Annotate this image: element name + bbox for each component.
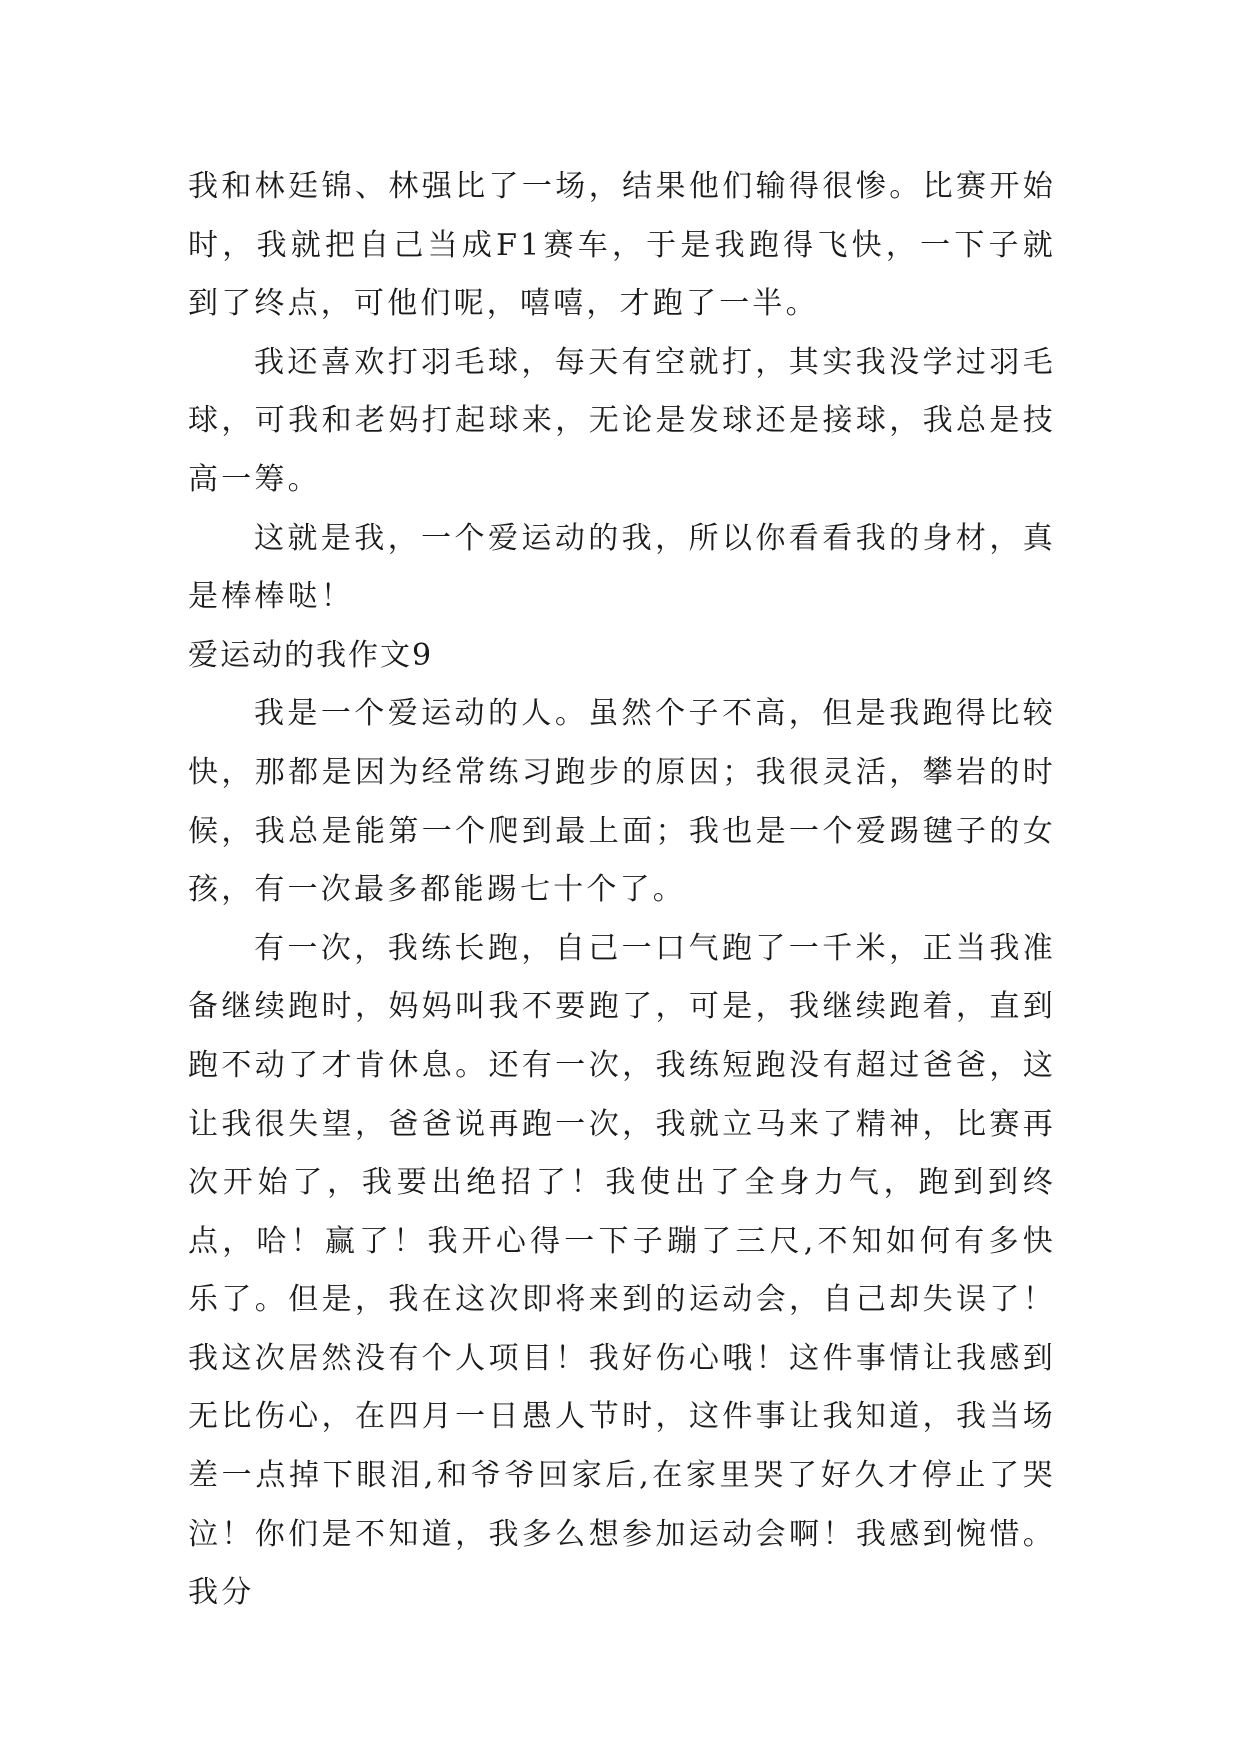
paragraph-2: 我还喜欢打羽毛球，每天有空就打，其实我没学过羽毛球，可我和老妈打起球来，无论是发球还是接球，我总是技高一筹。 <box>188 344 1056 497</box>
paragraph-3: 这就是我，一个爱运动的我，所以你看看我的身材，真是棒棒哒！ <box>188 520 1056 615</box>
paragraph-4: 我是一个爱运动的人。虽然个子不高，但是我跑得比较快，那都是因为经常练习跑步的原因；我很灵活，攀岩的时候，我总是能第一个爬到最上面；我也是一个爱踢毽子的女孩，有一次最多都能踢七十个了。 <box>188 696 1056 908</box>
paragraph-5: 有一次，我练长跑，自己一口气跑了一千米，正当我准备继续跑时，妈妈叫我不要跑了，可是，我继续跑着，直到跑不动了才肯休息。还有一次，我练短跑没有超过爸爸，这让我很失望，爸爸说再跑一次，我就立马来了精神，比赛再次开始了，我要出绝招了！我使出了全身力气，跑到到终点，哈！赢了！我开心得一下子蹦了三尺,不知如何有多快乐了。但是，我在这次即将来到的运动会，自己却失误了！我这次居然没有个人项目！我好伤心哦！这件事情让我感到无比伤心，在四月一日愚人节时，这件事让我知道，我当场差一点掉下眼泪,和爷爷回家后,在家里哭了好久才停止了哭泣！你们是不知道，我多么想参加运动会啊！我感到惋惜。我分 <box>188 930 1056 1611</box>
paragraph-1: 我和林廷锦、林强比了一场，结果他们输得很惨。比赛开始时，我就把自己当成F1赛车，于是我跑得飞快，一下子就到了终点，可他们呢，嘻嘻，才跑了一半。 <box>188 169 1056 322</box>
document-body <box>188 158 1056 1623</box>
section-title: 爱运动的我作文9 <box>188 637 434 673</box>
